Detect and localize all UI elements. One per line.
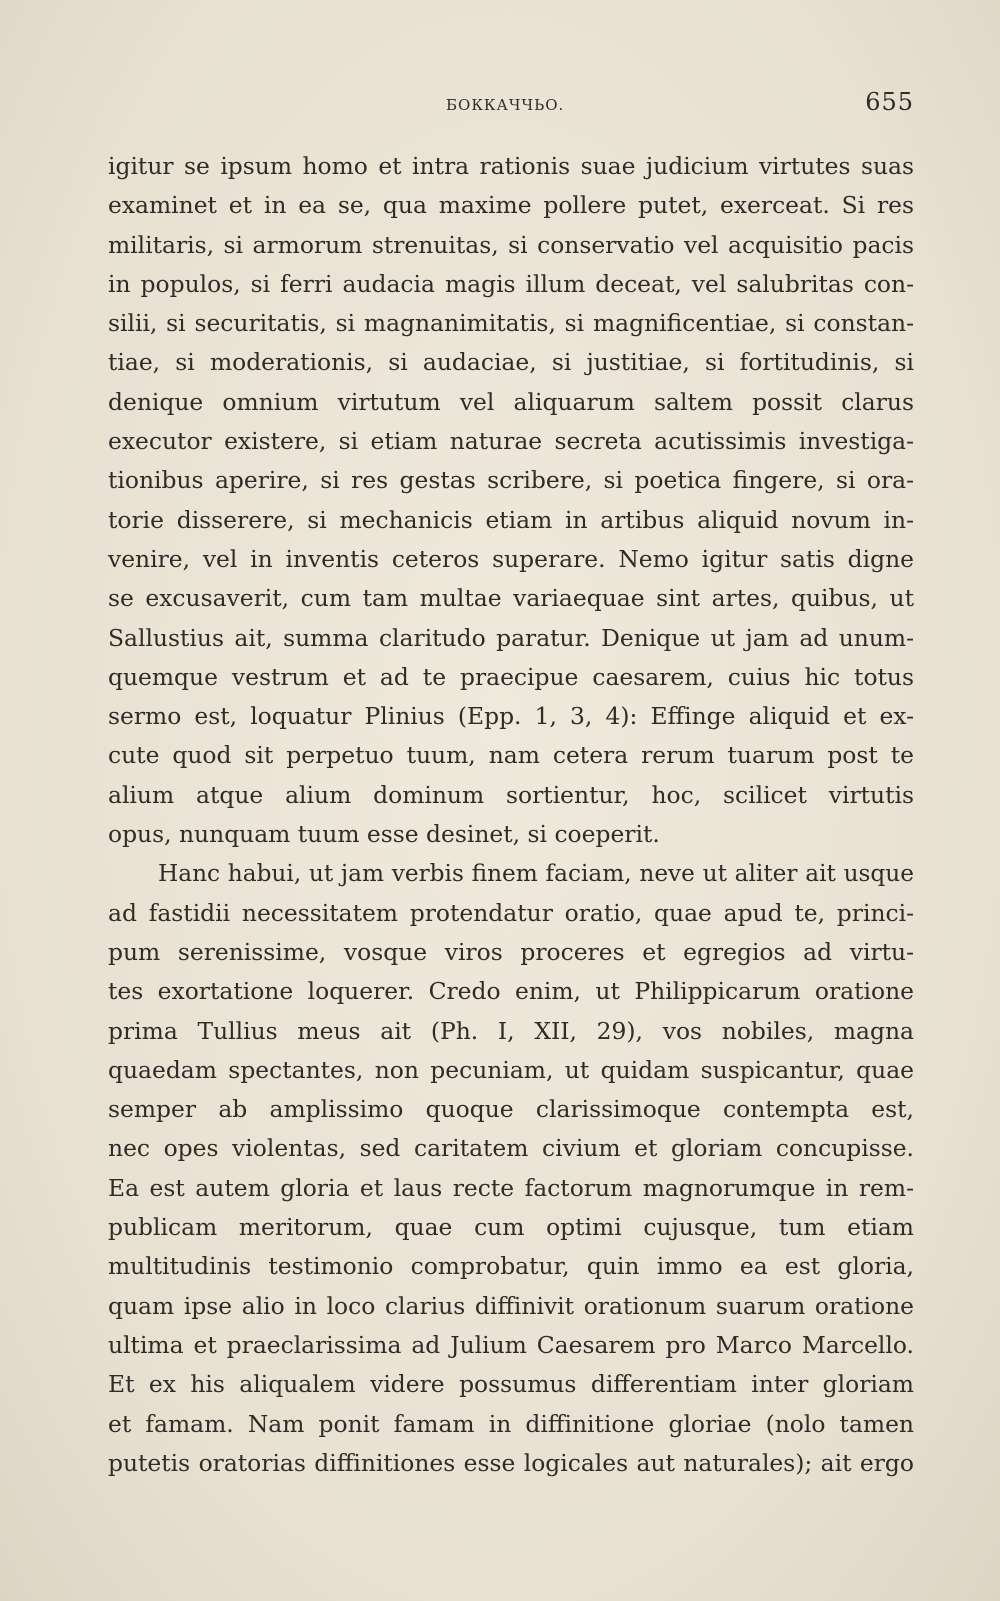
- text-line: Hanc habui, ut jam verbis finem faciam, neve ut aliter ait usque: [158, 860, 914, 888]
- page-number: 655: [865, 88, 914, 116]
- text-line: prima Tullius meus ait (Ph. I, XII, 29), vos nobiles, magna: [108, 1016, 914, 1045]
- text-line: denique omnium virtutum vel aliquarum saltem possit clarus: [108, 387, 914, 416]
- text-line: Et ex his aliqualem videre possumus differentiam inter gloriam: [108, 1370, 914, 1399]
- paragraph-2: [108, 854, 914, 1483]
- running-head: БОККАЧЧЬО.: [446, 96, 565, 114]
- text-line: tionibus aperire, si res gestas scribere, si poetica fingere, si ora-: [108, 466, 914, 495]
- text-line: putetis oratorias diffinitiones esse logicales aut naturales); ait ergo: [108, 1448, 914, 1477]
- text-line: quaedam spectantes, non pecuniam, ut quidam suspicantur, quae: [108, 1055, 914, 1084]
- text-line: se excusaverit, cum tam multae variaequae sint artes, quibus, ut: [108, 584, 914, 613]
- text-line: venire, vel in inventis ceteros superare. Nemo igitur satis digne: [108, 544, 914, 573]
- text-line: Ea est autem gloria et laus recte factorum magnorumque in rem-: [108, 1173, 914, 1202]
- text-line: tes exortatione loquerer. Credo enim, ut Philippicarum oratione: [108, 977, 914, 1006]
- page-header: [108, 88, 914, 128]
- text-line: opus, nunquam tuum esse desinet, si coeperit.: [108, 820, 660, 849]
- text-line: quemque vestrum et ad te praecipue caesarem, cuius hic totus: [108, 662, 914, 691]
- text-line: quam ipse alio in loco clarius diffinivit orationum suarum oratione: [108, 1291, 914, 1320]
- text-line: cute quod sit perpetuo tuum, nam cetera rerum tuarum post te: [108, 741, 914, 770]
- text-line: igitur se ipsum homo et intra rationis suae judicium virtutes suas: [108, 152, 914, 180]
- text-line: ultima et praeclarissima ad Julium Caesarem pro Marco Marcello.: [108, 1330, 914, 1359]
- text-line: multitudinis testimonio comprobatur, quin immo ea est gloria,: [108, 1252, 914, 1281]
- paragraph-1: [108, 147, 914, 854]
- text-line: publicam meritorum, quae cum optimi cujusque, tum etiam: [108, 1213, 914, 1242]
- text-line: et famam. Nam ponit famam in diffinitione gloriae (nolo tamen: [108, 1409, 914, 1438]
- text-line: ad fastidii necessitatem protendatur oratio, quae apud te, princi-: [108, 898, 914, 927]
- text-line: pum serenissime, vosque viros proceres et egregios ad virtu-: [108, 937, 914, 966]
- text-line: in populos, si ferri audacia magis illum deceat, vel salubritas con-: [108, 269, 914, 298]
- text-line: tiae, si moderationis, si audaciae, si justitiae, si fortitudinis, si: [108, 348, 914, 377]
- text-line: executor existere, si etiam naturae secreta acutissimis investiga-: [108, 427, 914, 456]
- text-line: semper ab amplissimo quoque clarissimoque contempta est,: [108, 1095, 914, 1124]
- text-line: sermo est, loquatur Plinius (Epp. 1, 3, 4): Effinge aliquid et ex-: [108, 702, 914, 731]
- text-line: alium atque alium dominum sortientur, hoc, scilicet virtutis: [108, 780, 914, 809]
- text-line: torie disserere, si mechanicis etiam in artibus aliquid novum in-: [108, 505, 914, 534]
- text-line: Sallustius ait, summa claritudo paratur. Denique ut jam ad unum-: [108, 623, 914, 652]
- text-line: examinet et in ea se, qua maxime pollere putet, exerceat. Si res: [108, 191, 914, 220]
- body-text: [108, 147, 914, 1483]
- text-line: nec opes violentas, sed caritatem civium et gloriam concupisse.: [108, 1134, 914, 1163]
- text-line: silii, si securitatis, si magnanimitatis, si magnificentiae, si constan-: [108, 309, 914, 338]
- text-line: militaris, si armorum strenuitas, si conservatio vel acquisitio pacis: [108, 230, 914, 259]
